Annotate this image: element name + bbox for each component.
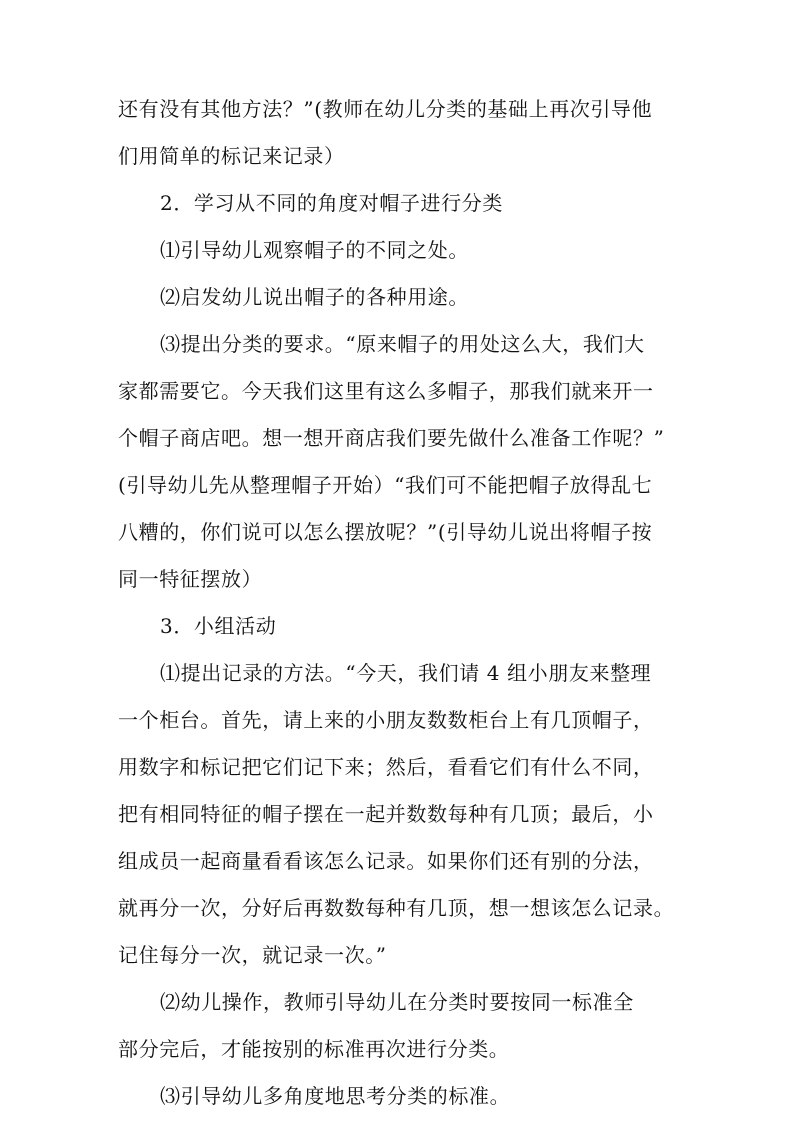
text-line: 还有没有其他方法？”(教师在幼儿分类的基础上再次引导他 (118, 97, 653, 121)
text-line: 记住每分一次，就记录一次。” (118, 943, 387, 967)
text-line: ⑵启发幼儿说出帽子的各种用途。 (160, 285, 469, 309)
text-line: 就再分一次，分好后再数数每种有几顶，想一想该怎么记录。 (118, 896, 675, 920)
text-line: ⑶引导幼儿多角度地思考分类的标准。 (160, 1084, 511, 1108)
section-heading: 2．学习从不同的角度对帽子进行分类 (160, 191, 503, 215)
text-line: (引导幼儿先从整理帽子开始）“我们可不能把帽子放得乱七 (118, 473, 653, 497)
text-line: 同一特征摆放） (118, 567, 263, 591)
text-line: 组成员一起商量看看该怎么记录。如果你们还有别的分法， (118, 849, 654, 873)
text-line: 家都需要它。今天我们这里有这么多帽子，那我们就来开一 (118, 379, 654, 403)
text-line: 部分完后，才能按别的标准再次进行分类。 (118, 1037, 510, 1061)
section-heading: 3．小组活动 (160, 614, 277, 638)
text-line: 把有相同特征的帽子摆在一起并数数每种有几顶；最后，小 (118, 802, 654, 826)
text-line: ⑵幼儿操作，教师引导幼儿在分类时要按同一标准全 (160, 990, 634, 1014)
text-line: ⑴引导幼儿观察帽子的不同之处。 (160, 238, 469, 262)
text-line: ⑴提出记录的方法。“今天，我们请 4 组小朋友来整理 (160, 661, 652, 685)
text-line: 用数字和标记把它们记下来；然后，看看它们有什么不同， (118, 755, 654, 779)
text-line: 一个柜台。首先，请上来的小朋友数数柜台上有几顶帽子， (118, 708, 654, 732)
text-line: 八糟的，你们说可以怎么摆放呢？”(引导幼儿说出将帽子按 (118, 520, 653, 544)
text-line: ⑶提出分类的要求。“原来帽子的用处这么大，我们大 (160, 332, 645, 356)
text-line: 们用简单的标记来记录） (118, 144, 345, 168)
text-line: 个帽子商店吧。想一想开商店我们要先做什么准备工作呢？” (118, 426, 665, 450)
